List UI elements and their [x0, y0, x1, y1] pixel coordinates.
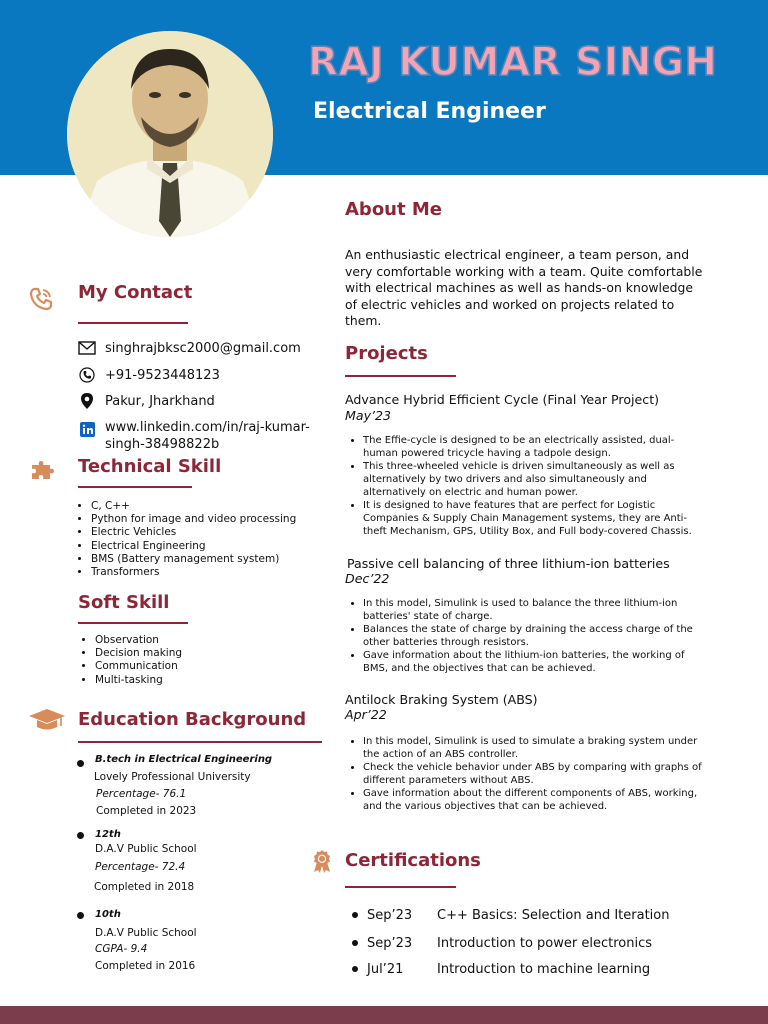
soft-skill-heading: Soft Skill: [78, 592, 170, 613]
project-bullet: • It is designed to have features that are perfect for Logistic Companies & Supply Chain Management systems, they are Anti-theft Mechanism, GPS, Utility Box, and Full body-covered Chassis.: [363, 499, 708, 538]
project-bullets: [346, 735, 708, 813]
education-score: CGPA- 9.4: [95, 943, 148, 955]
certification-bullet: [352, 912, 358, 918]
technical-skill-item: • Transformers: [91, 566, 296, 579]
education-score: Percentage- 76.1: [96, 788, 187, 800]
linkedin-line-2: singh-38498822b: [105, 437, 220, 452]
certification-title: Introduction to power electronics: [437, 935, 652, 951]
project-bullet: • This three-wheeled vehicle is driven simultaneously as well as alternatively by two drivers and also simultaneously and alternatively on electric and human power.: [363, 460, 708, 499]
education-institution: D.A.V Public School: [95, 843, 197, 855]
education-institution: Lovely Professional University: [94, 771, 251, 783]
technical-skill-list: [77, 500, 296, 579]
project-bullets: [346, 597, 708, 675]
contact-location: [78, 391, 215, 411]
technical-skill-item: • C, C++: [91, 500, 296, 513]
technical-skill-item: • Python for image and video processing: [91, 513, 296, 526]
certifications-divider: [345, 886, 456, 888]
project-bullet: • Gave information about the lithium-ion batteries, the working of BMS, and the objectives that can be achieved.: [363, 649, 708, 675]
project-bullet: • Gave information about the different components of ABS, working, and the various objectives that can be achieved.: [363, 787, 708, 813]
linkedin-icon: [78, 420, 96, 438]
project-title: Antilock Braking System (ABS): [345, 692, 538, 707]
certification-date: Sep’23: [367, 907, 413, 923]
award-ribbon-icon: [311, 849, 333, 873]
project-title: Advance Hybrid Efficient Cycle (Final Year Project): [345, 392, 660, 407]
education-bullet: [77, 912, 84, 919]
phone-small-icon: [78, 366, 96, 384]
technical-skill-item: • Electric Vehicles: [91, 526, 296, 539]
contact-divider: [78, 322, 188, 324]
project-date: May’23: [345, 408, 392, 423]
certification-date: Jul’21: [367, 961, 404, 977]
contact-phone-text: +91-9523448123: [105, 367, 220, 383]
education-bullet: [77, 832, 84, 839]
education-degree: 12th: [95, 829, 121, 840]
education-institution: D.A.V Public School: [95, 927, 197, 939]
soft-skill-item: • Communication: [95, 660, 182, 673]
certification-item: [352, 906, 669, 924]
technical-skill-item: • BMS (Battery management system): [91, 553, 296, 566]
project-bullet: • Balances the state of charge by draining the access charge of the other batteries through resistors.: [363, 623, 708, 649]
education-bullet: [77, 760, 84, 767]
certification-item: [352, 934, 652, 952]
contact-phone[interactable]: [78, 365, 220, 385]
soft-skill-item: • Observation: [95, 634, 182, 647]
contact-email[interactable]: [78, 338, 301, 358]
map-pin-icon: [78, 392, 96, 410]
contact-linkedin[interactable]: [78, 419, 310, 453]
education-completed: Completed in 2018: [94, 881, 195, 893]
contact-email-text: singhrajbksc2000@gmail.com: [105, 340, 301, 356]
puzzle-icon: [30, 459, 56, 481]
education-degree: 10th: [95, 909, 121, 920]
resume-role: Electrical Engineer: [313, 99, 546, 124]
certification-bullet: [352, 940, 358, 946]
education-heading: Education Background: [78, 709, 307, 730]
projects-divider: [345, 375, 456, 377]
certification-date: Sep’23: [367, 935, 413, 951]
soft-skill-divider: [78, 622, 188, 624]
certification-title: Introduction to machine learning: [437, 961, 651, 977]
certification-bullet: [352, 966, 358, 972]
project-bullet: • In this model, Simulink is used to simulate a braking system under the action of an ABS controller.: [363, 735, 708, 761]
projects-heading: Projects: [345, 343, 428, 364]
phone-icon: [28, 286, 54, 312]
soft-skill-item: • Multi-tasking: [95, 674, 182, 687]
education-degree: B.tech in Electrical Engineering: [95, 754, 273, 765]
resume-name: RAJ KUMAR SINGH: [308, 40, 718, 85]
project-date: Dec’22: [345, 571, 390, 586]
project-bullets: [346, 434, 708, 538]
technical-skill-divider: [78, 486, 192, 488]
certifications-heading: Certifications: [345, 850, 481, 871]
mail-icon: [78, 339, 96, 357]
project-bullet: • In this model, Simulink is used to balance the three lithium-ion batteries' state of charge.: [363, 597, 708, 623]
certification-item: [352, 960, 650, 978]
about-text: An enthusiastic electrical engineer, a team person, and very comfortable working with a team. Quite comfortable with electrical machines as well as hands-on knowledge of electric vehicles and worked on projects related to them.: [345, 247, 703, 328]
certification-title: C++ Basics: Selection and Iteration: [437, 907, 670, 923]
profile-photo: [67, 31, 273, 237]
project-bullet: • Check the vehicle behavior under ABS by comparing with graphs of different parameters without ABS.: [363, 761, 708, 787]
graduation-cap-icon: [28, 708, 66, 734]
education-completed: Completed in 2016: [95, 960, 196, 972]
contact-location-text: Pakur, Jharkhand: [105, 393, 215, 409]
project-title: Passive cell balancing of three lithium-ion batteries: [347, 556, 670, 571]
about-heading: About Me: [345, 199, 442, 220]
soft-skill-item: • Decision making: [95, 647, 182, 660]
footer-band: [0, 1006, 768, 1024]
project-bullet: • The Effie-cycle is designed to be an electrically assisted, dual-human powered tricycle having a tadpole design.: [363, 434, 708, 460]
technical-skill-heading: Technical Skill: [78, 456, 222, 477]
technical-skill-item: • Electrical Engineering: [91, 540, 296, 553]
education-score: Percentage- 72.4: [95, 861, 186, 873]
education-divider: [78, 741, 322, 743]
linkedin-line-1: www.linkedin.com/in/raj-kumar-: [105, 420, 310, 435]
contact-heading: My Contact: [78, 282, 193, 303]
project-date: Apr’22: [345, 707, 387, 722]
education-completed: Completed in 2023: [96, 805, 197, 817]
soft-skill-list: [81, 634, 182, 687]
